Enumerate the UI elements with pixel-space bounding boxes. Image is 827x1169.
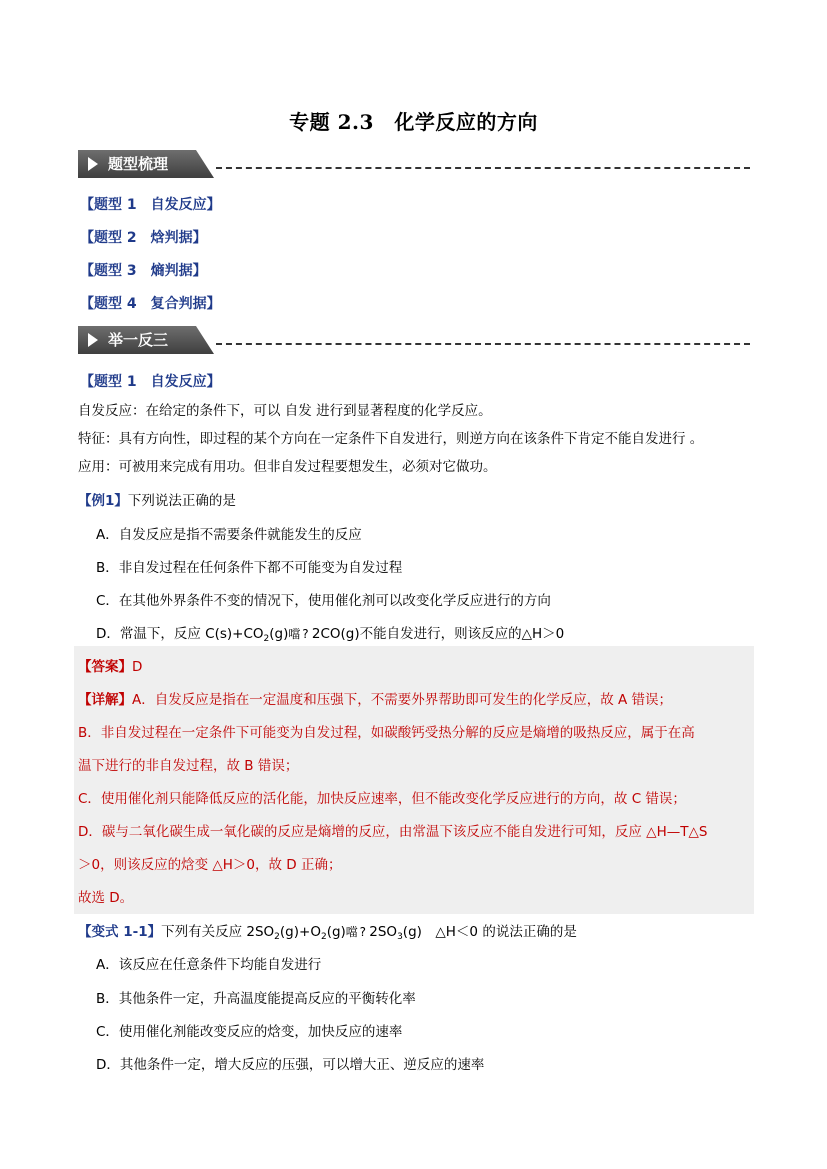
toc-item-2: 【题型 2 焓判据】 bbox=[80, 230, 207, 246]
detail-line-b2: 温下进行的非自发过程，故 B 错误； bbox=[78, 758, 299, 774]
option-c: C．在其他外界条件不变的情况下，使用催化剂可以改变化学反应进行的方向 bbox=[96, 593, 551, 609]
toc-item-3: 【题型 3 熵判据】 bbox=[80, 263, 207, 279]
variant-stem: 【变式 1-1】下列有关反应 $2SO_2(g)+O_2(g)$噹 ? $2SO_3(g)$ △H＜0 的说法正确的是 bbox=[78, 924, 577, 942]
variant-option-a: A．该反应在任意条件下均能自发进行 bbox=[96, 957, 322, 973]
toc-item-4: 【题型 4 复合判据】 bbox=[80, 296, 221, 312]
detail-line-a: 【详解】A．自发反应是指在一定温度和压强下，不需要外界帮助即可发生的化学反应，故 A 错误； bbox=[78, 692, 673, 708]
option-b: B．非自发过程在任何条件下都不可能变为自发过程 bbox=[96, 560, 403, 576]
variant-tag: 【变式 1-1】 bbox=[78, 924, 162, 940]
play-triangle-icon bbox=[88, 333, 98, 347]
detail-line-d1: D．碳与二氧化碳生成一氧化碳的反应是熵增的反应，由常温下该反应不能自发进行可知，反应 △H—T△S bbox=[78, 824, 708, 840]
section-banner-examples bbox=[78, 326, 750, 356]
page-title: 专题 2.3 化学反应的方向 bbox=[289, 110, 538, 134]
section-heading: 【题型 1 自发反应】 bbox=[80, 374, 221, 390]
example-stem bbox=[78, 489, 236, 509]
dashed-divider bbox=[216, 343, 750, 345]
answer-line bbox=[78, 655, 142, 675]
detail-conclusion: 故选 D。 bbox=[78, 890, 134, 906]
detail-line-b1: B．非自发过程在一定条件下可能变为自发过程，如碳酸钙受热分解的反应是熵增的吸热反应，属于在高 bbox=[78, 725, 695, 741]
answer-label: 【答案】 bbox=[78, 659, 132, 675]
example-tag: 【例1】 bbox=[78, 493, 128, 509]
example-question: 下列说法正确的是 bbox=[127, 493, 236, 509]
equilibrium-arrow-glyph: 噹 ? bbox=[288, 627, 308, 641]
detail-line-d2: ＞0，则该反应的焓变 △H＞0，故 D 正确； bbox=[78, 857, 342, 873]
detail-label: 【详解】 bbox=[78, 692, 132, 708]
banner-label: 举一反三 bbox=[108, 331, 169, 349]
variant-option-c: C．使用催化剂能改变反应的焓变，加快反应的速率 bbox=[96, 1024, 403, 1040]
equilibrium-arrow-glyph: 噹 ? bbox=[345, 925, 365, 939]
answer-value: D bbox=[132, 659, 143, 675]
variant-option-d: D．其他条件一定，增大反应的压强，可以增大正、逆反应的速率 bbox=[96, 1057, 485, 1073]
play-triangle-icon bbox=[88, 157, 98, 171]
answer-panel bbox=[74, 646, 754, 914]
variant-option-b: B．其他条件一定，升高温度能提高反应的平衡转化率 bbox=[96, 991, 416, 1007]
application-line: 应用：可被用来完成有用功。但非自发过程要想发生，必须对它做功。 bbox=[78, 459, 497, 475]
feature-line: 特征：具有方向性，即过程的某个方向在一定条件下自发进行，则逆方向在该条件下肯定不能自发进行 。 bbox=[78, 431, 704, 447]
section-banner-question-types bbox=[78, 150, 750, 180]
banner-label: 题型梳理 bbox=[108, 155, 169, 173]
dashed-divider bbox=[216, 167, 750, 169]
toc-item-1: 【题型 1 自发反应】 bbox=[80, 197, 221, 213]
definition-line: 自发反应：在给定的条件下，可以 自发 进行到显著程度的化学反应。 bbox=[78, 403, 492, 419]
option-d: D．常温下，反应 $C(s)+CO_2(g)$噹 ? 2CO(g)不能自发进行，则该反应的△H＞0 bbox=[96, 626, 565, 644]
option-a: A．自发反应是指不需要条件就能发生的反应 bbox=[96, 527, 362, 543]
detail-line-c: C．使用催化剂只能降低反应的活化能，加快反应速率，但不能改变化学反应进行的方向，故 C 错误； bbox=[78, 791, 686, 807]
